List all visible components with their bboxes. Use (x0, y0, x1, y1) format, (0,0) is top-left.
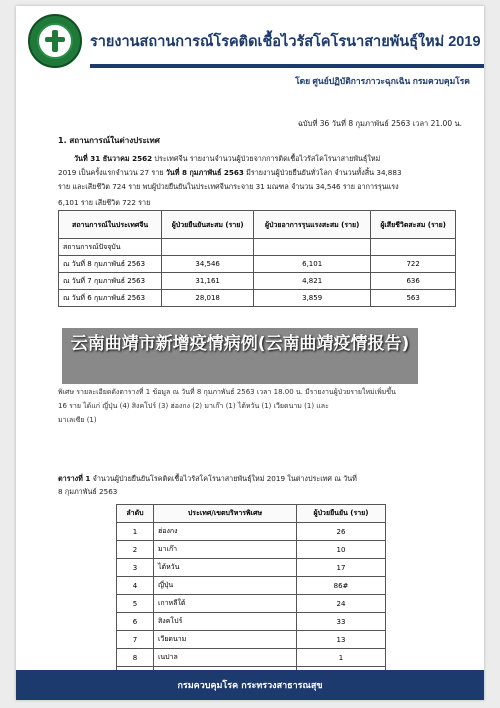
report-title: รายงานสถานการณ์โรคติดเชื้อไวรัสโคโรนาสายพันธุ์ใหม่ 2019 (90, 34, 481, 50)
table-header: ผู้ป่วยอาการรุนแรงสะสม (ราย) (254, 211, 371, 239)
table-row: 1 ฮ่องกง 26 (117, 523, 386, 541)
paragraph-line: วันที่ 31 ธันวาคม 2562 ประเทศจีน รายงานจำนวนผู้ป่วยจากการติดเชื้อไวรัสโคโรนาสายพันธุ์ใหม่ (74, 154, 381, 163)
table-row: 8 เนปาล 1 (117, 649, 386, 667)
section-heading: 1. สถานการณ์ในต่างประเทศ (58, 136, 160, 145)
table-row: ณ วันที่ 8 กุมภาพันธ์ 2563 34,546 6,101 722 (59, 256, 456, 273)
table-header: ผู้ป่วยยืนยัน (ราย) (297, 505, 386, 523)
footer-text: กรมควบคุมโรค กระทรวงสาธารณสุข (177, 681, 323, 691)
table-header: ลำดับ (117, 505, 154, 523)
banner-text: 云南曲靖市新增疫情病例(云南曲靖疫情报告) (70, 334, 410, 354)
table-row: 3 ไต้หวัน 17 (117, 559, 386, 577)
paragraph-line: พิเศษ รายละเอียดดังตารางที่ 1 ข้อมูล ณ วันที่ 8 กุมภาพันธ์ 2563 เวลา 18.00 น. มีรายงานผู้ป่วยรายใหม่เพิ่มขึ้น (58, 388, 396, 396)
table-row: 5 เกาหลีใต้ 24 (117, 595, 386, 613)
table-caption: ตารางที่ 1 จำนวนผู้ป่วยยืนยันโรคติดเชื้อไวรัสโคโรนาสายพันธุ์ใหม่ 2019 ในต่างประเทศ ณ วันที่ 8 กุมภาพันธ์ 2563 (58, 474, 357, 496)
paragraph-line: 6,101 ราย เสียชีวิต 722 ราย (58, 198, 151, 207)
header-rule (90, 64, 484, 68)
table-header: สถานการณ์ในประเทศจีน (59, 211, 162, 239)
china-situation-table (58, 210, 456, 307)
table-row: 4 ญี่ปุ่น 86# (117, 577, 386, 595)
table-row: ณ วันที่ 6 กุมภาพันธ์ 2563 28,018 3,859 563 (59, 290, 456, 307)
report-subtitle: โดย ศูนย์ปฏิบัติการภาวะฉุกเฉิน กรมควบคุมโรค (295, 76, 470, 86)
issue-meta: ฉบับที่ 36 วันที่ 8 กุมภาพันธ์ 2563 เวลา 21.00 น. (297, 119, 462, 128)
document-page (16, 6, 484, 700)
table-header: ประเทศ/เขตบริหารพิเศษ (154, 505, 297, 523)
table-row: 7 เวียดนาม 13 (117, 631, 386, 649)
table-row: สถานการณ์ปัจจุบัน (59, 239, 456, 256)
report-footer (16, 670, 484, 700)
seal-icon (28, 14, 82, 68)
paragraph-line: มาเลเซีย (1) (58, 416, 97, 424)
table-header: ผู้ป่วยยืนยันสะสม (ราย) (162, 211, 254, 239)
paragraph-line: 2019 เป็นครั้งแรกจำนวน 27 ราย วันที่ 8 กุมภาพันธ์ 2563 มีรายงานผู้ป่วยยืนยันทั่วโลก จำนวนทั้งสิ้น 34,883 (58, 168, 402, 177)
report-header (16, 6, 484, 86)
paragraph-line: 16 ราย ได้แก่ ญี่ปุ่น (4) สิงคโปร์ (3) ฮ่องกง (2) มาเก๊า (1) ไต้หวัน (1) เวียดนาม (1) และ (58, 402, 329, 410)
table-row: 2 มาเก๊า 10 (117, 541, 386, 559)
table-header: ผู้เสียชีวิตสะสม (ราย) (371, 211, 456, 239)
paragraph-line: ราย และเสียชีวิต 724 ราย พบผู้ป่วยยืนยันในประเทศจีนกระจาย 31 มณฑล จำนวน 34,546 ราย อาการรุนแรง (58, 182, 399, 191)
overlay-banner (62, 328, 418, 384)
table-row: ณ วันที่ 7 กุมภาพันธ์ 2563 31,161 4,821 636 (59, 273, 456, 290)
table-row: 6 สิงคโปร์ 33 (117, 613, 386, 631)
